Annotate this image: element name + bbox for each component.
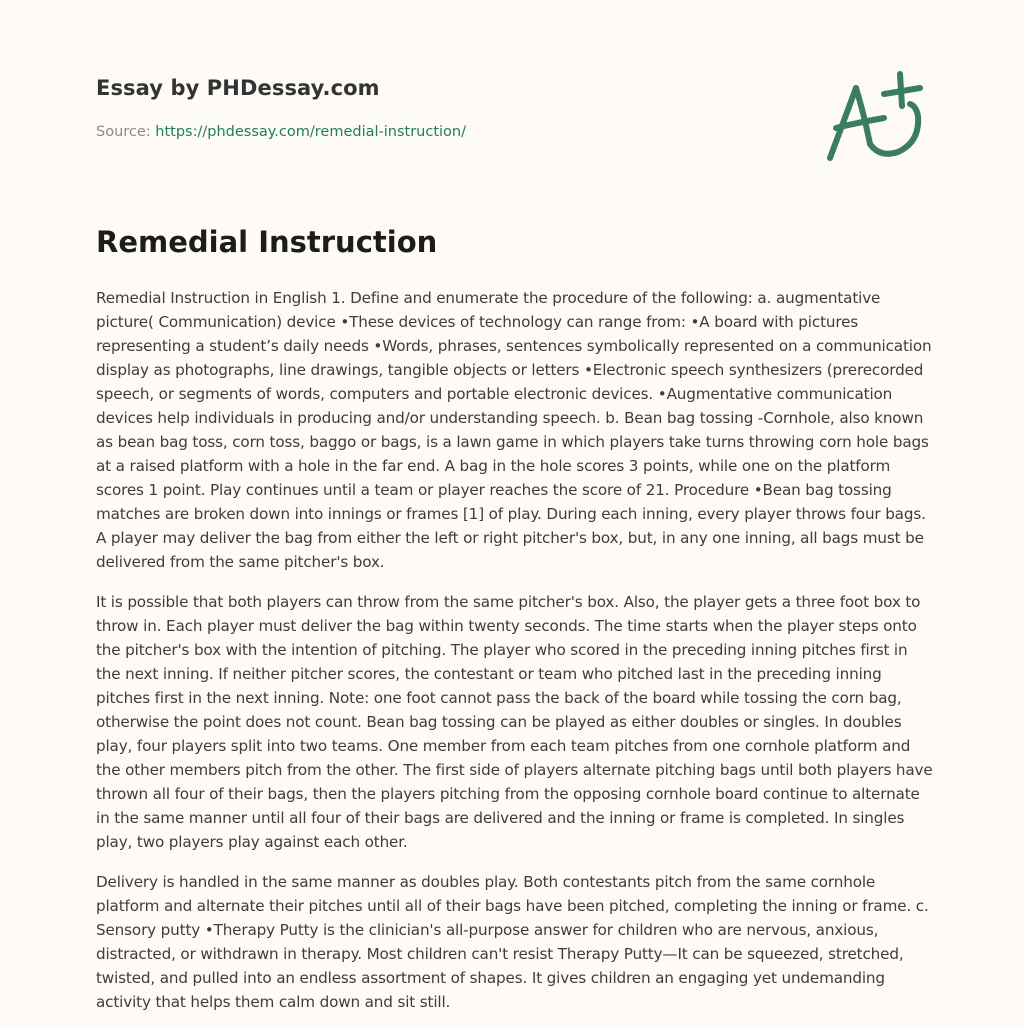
- a-plus-grade-icon: [822, 66, 932, 166]
- site-brand-title: Essay by PHDessay.com: [96, 76, 380, 100]
- essay-title: Remedial Instruction: [96, 225, 438, 259]
- plus-curl: [870, 104, 918, 154]
- source-label: Source:: [96, 124, 156, 140]
- essay-paragraph: Delivery is handled in the same manner as doubles play. Both contestants pitch from the same cornhole platform and alternate their pitches until all of their bags have been pitched, completing the inning or frame. c. Sensory putty •Therapy Putty is the clinician's all-purpose answer for children who are nervous, anxious, distracted, or withdrawn in therapy. Most children can't resist Therapy Putty—It can be squeezed, stretched, twisted, and pulled into an endless assortment of shapes. It gives children an engaging yet undemanding activity that helps them calm down and sit still.: [96, 873, 929, 1011]
- essay-paragraph: It is possible that both players can throw from the same pitcher's box. Also, the player gets a three foot box to throw in. Each player must deliver the bag within twenty seconds. The time starts when the player steps onto the pitcher's box with the intention of pitching. The player who scored in the preceding inning pitches first in the next inning. If neither pitcher scores, the contestant or team who pitched last in the preceding inning pitches first in the next inning. Note: one foot cannot pass the back of the board while tossing the corn bag, otherwise the point does not count. Bean bag tossing can be played as either doubles or singles. In doubles play, four players split into two teams. One member from each team pitches from one cornhole platform and the other members pitch from the other. The first side of players alternate pitching bags until both players have thrown all four of their bags, then the players pitching from the opposing cornhole board continue to alternate in the same manner until all four of their bags are delivered and the inning or frame is completed. In singles play, two players play against each other.: [96, 593, 933, 851]
- plus-vertical: [900, 74, 902, 106]
- essay-body: [96, 286, 934, 1030]
- letter-a-right-stroke: [856, 88, 870, 144]
- source-link[interactable]: https://phdessay.com/remedial-instruction/: [155, 124, 466, 140]
- essay-paragraph: Remedial Instruction in English 1. Define and enumerate the procedure of the following: a. augmentative picture( Communication) device •These devices of technology can range from: •A board with pictures representing a student’s daily needs •Words, phrases, sentences symbolically represented on a communication display as photographs, line drawings, tangible objects or letters •Electronic speech synthesizers (prerecorded speech, or segments of words, computers and portable electronic devices. •Augmentative communication devices help individuals in producing and/or understanding speech. b. Bean bag tossing -Cornhole, also known as bean bag toss, corn toss, baggo or bags, is a lawn game in which players take turns throwing corn hole bags at a raised platform with a hole in the far end. A bag in the hole scores 3 points, while one on the platform scores 1 point. Play continues until a team or player reaches the score of 21. Procedure •Bean bag tossing matches are broken down into innings or frames [1] of play. During each inning, every player throws four bags. A player may deliver the bag from either the left or right pitcher's box, but, in any one inning, all bags must be delivered from the same pitcher's box.: [96, 289, 932, 571]
- source-line: [96, 124, 466, 140]
